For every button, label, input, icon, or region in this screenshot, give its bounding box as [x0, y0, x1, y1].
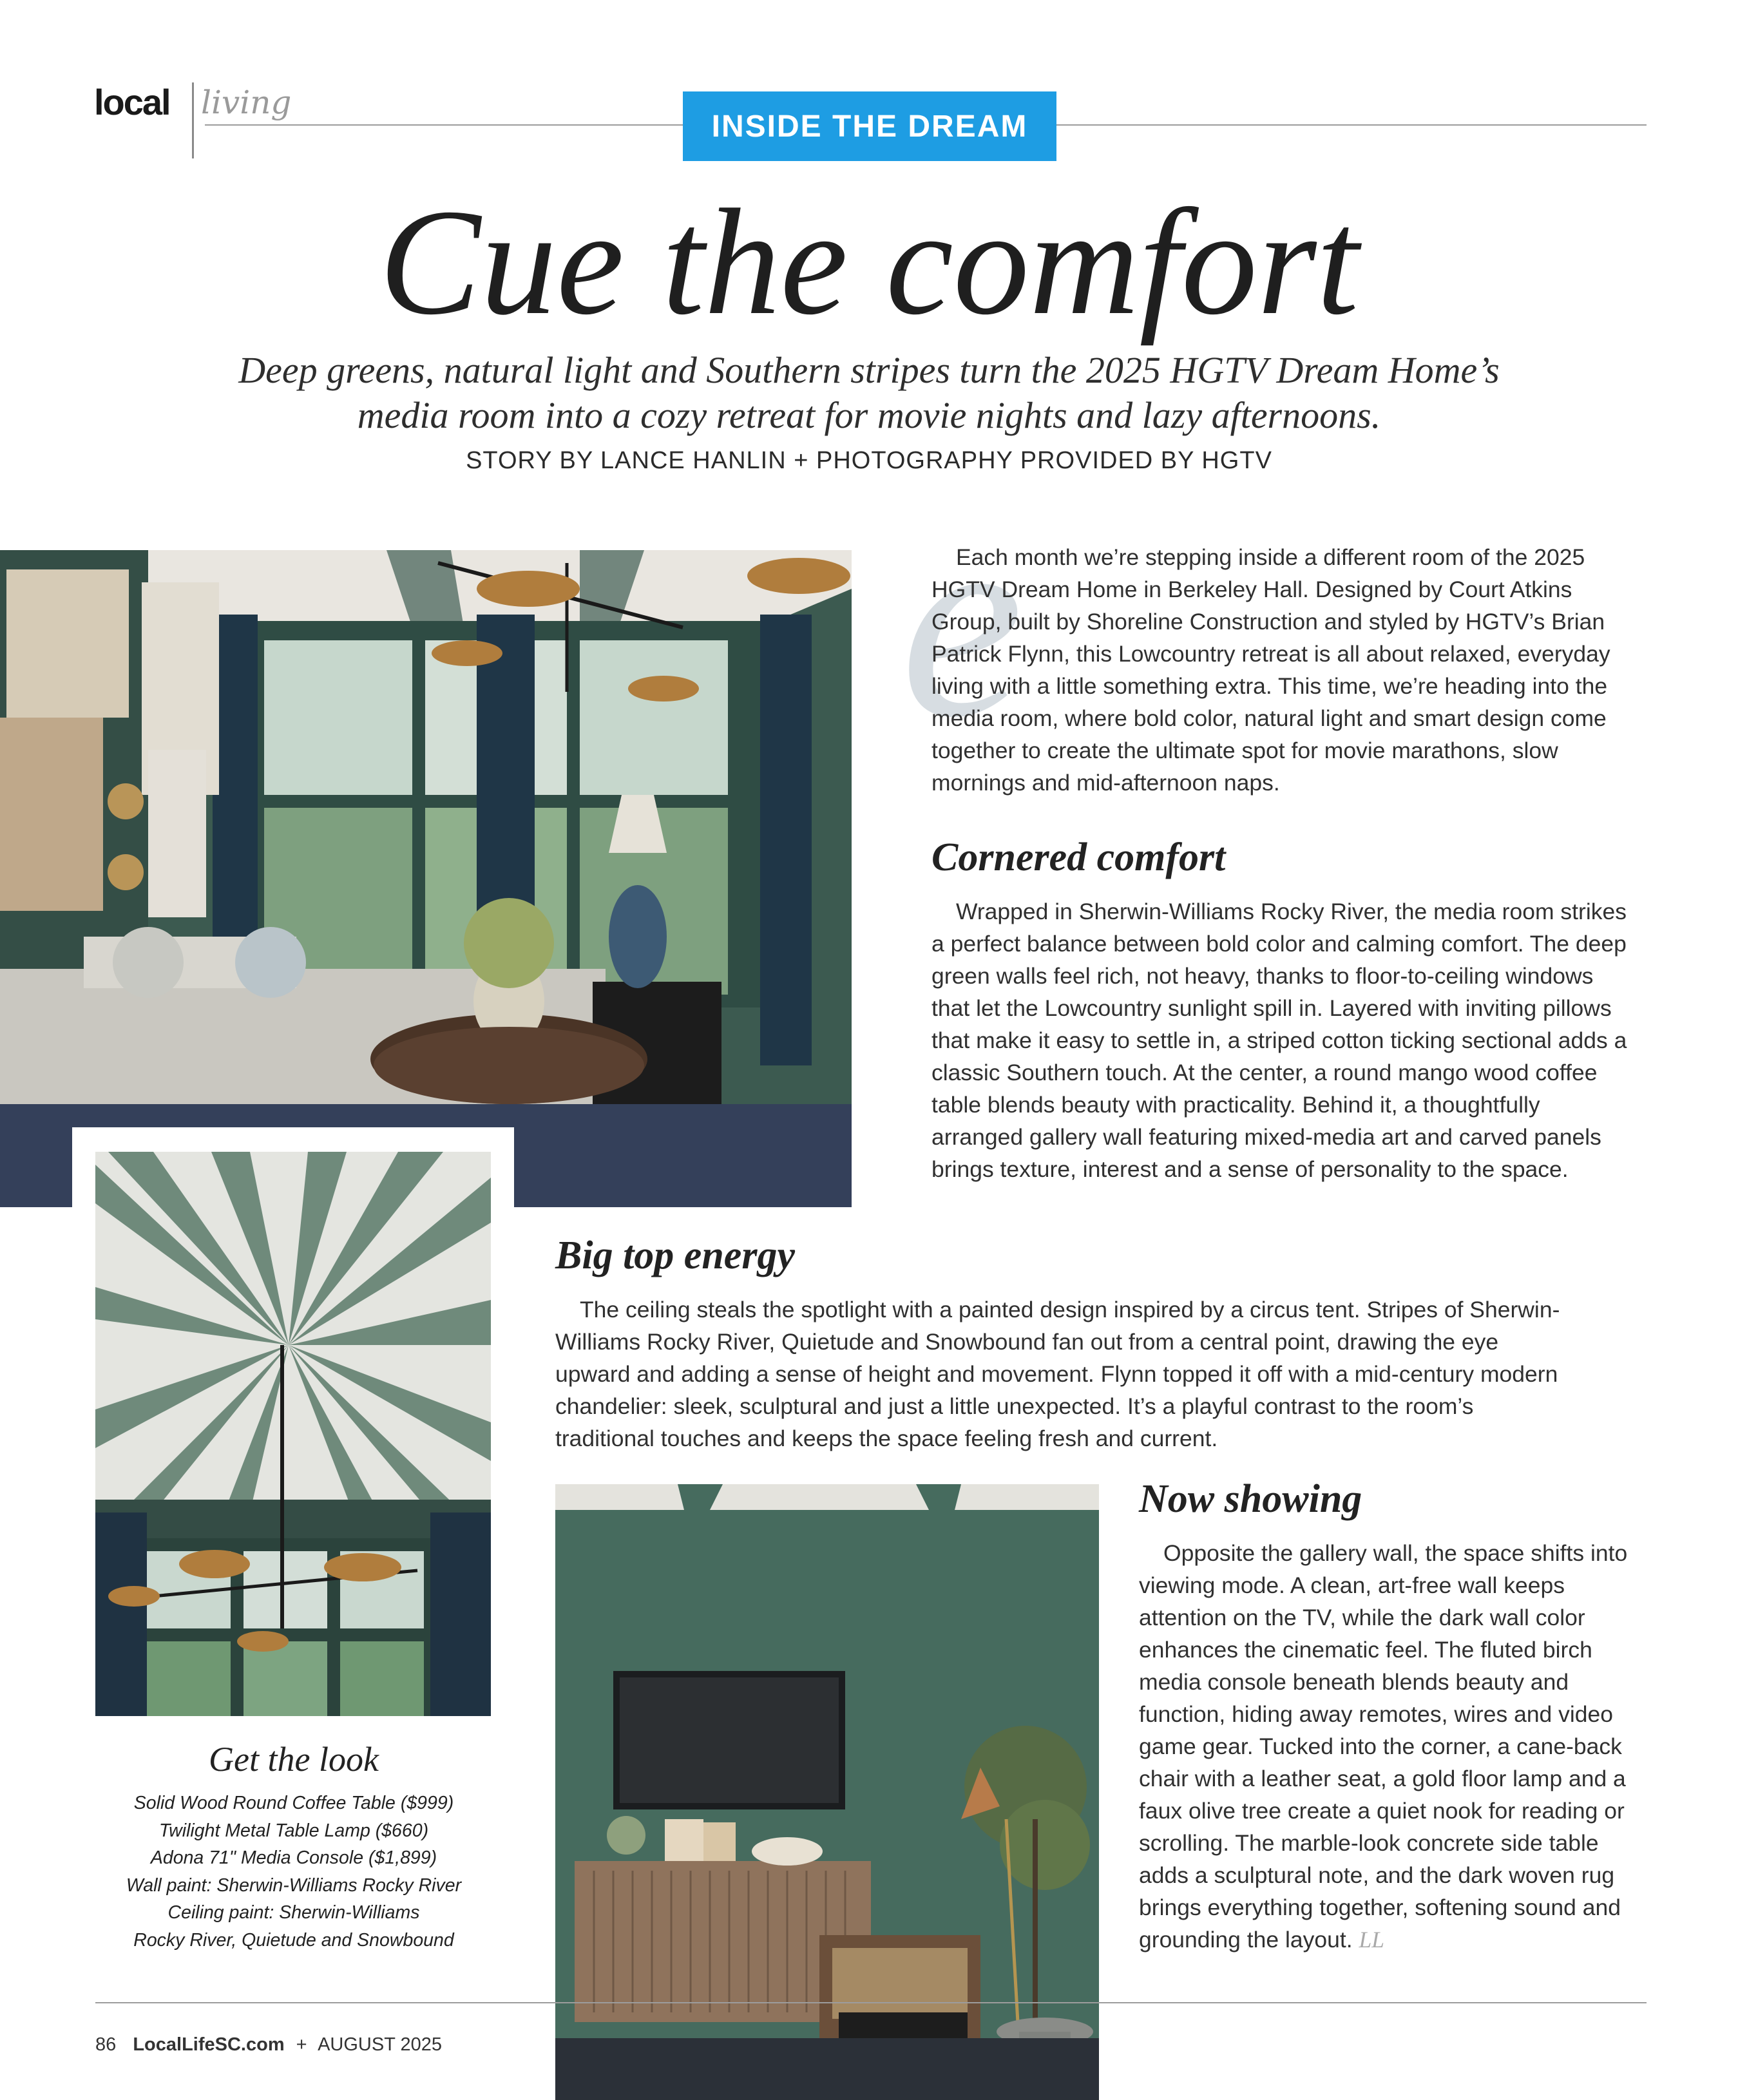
intro-column — [931, 541, 1634, 799]
byline: STORY BY LANCE HANLIN + PHOTOGRAPHY PROVIDED BY HGTV — [466, 447, 1272, 474]
list-item: Wall paint: Sherwin-Williams Rocky River — [126, 1875, 462, 1896]
author-signoff: LL — [1359, 1927, 1384, 1952]
brand-divider — [192, 82, 194, 158]
footer-issue-date: AUGUST 2025 — [318, 2034, 442, 2055]
list-item: Adona 71" Media Console ($1,899) — [150, 1847, 437, 1868]
brand-logo-local: local — [94, 82, 170, 122]
page-number: 86 — [95, 2034, 117, 2055]
subhead-cornered-comfort: Cornered comfort — [931, 835, 1226, 879]
section-big-top-energy — [555, 1236, 1560, 1455]
brand-logo-living: living — [201, 84, 292, 121]
body-big-top-energy: The ceiling steals the spotlight with a painted design inspired by a circus tent. Stripes of Sherwin-Williams Rocky River, Quietude and Snowbound fan out from a central point, drawing the eye upward and adding a sense of height and movement. Flynn topped it off with a mid-century modern chandelier: sleek, sculptural and just a little unexpected. It’s a playful contrast to the room’s traditional touches and keeps the space feeling fresh and current. — [555, 1297, 1560, 1451]
page-footer — [95, 2034, 442, 2056]
body-now-showing — [1139, 1537, 1645, 1956]
list-item: Ceiling paint: Sherwin-Williams — [167, 1902, 420, 1923]
photo-tv-wall — [555, 1484, 1099, 2100]
subhead-now-showing: Now showing — [1139, 1477, 1362, 1521]
section-cornered-comfort — [931, 837, 1634, 1185]
tv-wall-illustration — [555, 1484, 1099, 2100]
list-item: Twilight Metal Table Lamp ($660) — [158, 1820, 429, 1841]
get-the-look-heading: Get the look — [209, 1740, 379, 1779]
body-cornered-comfort: Wrapped in Sherwin-Williams Rocky River, the media room strikes a perfect balance between bold color and calming comfort. The deep green walls feel rich, not heavy, thanks to floor-to-ceiling windows that let the Lowcountry sunlight spill in. Layered with inviting pillows that make it easy to settle in, a striped cotton ticking sectional adds a classic Southern touch. At the center, a round mango wood coffee table blends beauty with practicality. Behind it, a thoughtfully arranged gallery wall featuring mixed-media art and carved panels brings texture, interest and a sense of personality to the space. — [931, 899, 1627, 1182]
footer-site-link[interactable]: LocalLifeSC.com — [133, 2034, 285, 2055]
article-dek — [161, 348, 1577, 438]
list-item: Solid Wood Round Coffee Table ($999) — [133, 1793, 454, 1813]
drop-cap: e — [901, 468, 1024, 775]
intro-paragraph: Each month we’re stepping inside a different room of the 2025 HGTV Dream Home in Berkeley Hall. Designed by Court Atkins Group, built by Shoreline Construction and styled by HGTV’s Brian Patrick Flynn, this Lowcountry retreat is all about relaxed, everyday living with a little something extra. This time, we’re heading into the media room, where bold color, natural light and smart design come together to create the ultimate spot for movie marathons, slow mornings and mid-afternoon naps. — [931, 544, 1610, 796]
article-title: Cue the comfort — [379, 178, 1359, 347]
photo-ceiling — [95, 1152, 491, 1716]
get-the-look-list — [95, 1790, 492, 1954]
dek-line-2: media room into a cozy retreat for movie nights and lazy afternoons. — [357, 394, 1381, 436]
dek-line-1: Deep greens, natural light and Southern stripes turn the 2025 HGTV Dream Home’s — [238, 349, 1500, 391]
section-now-showing — [1139, 1479, 1645, 1956]
subhead-big-top-energy: Big top energy — [555, 1234, 795, 1277]
list-item: Rocky River, Quietude and Snowbound — [133, 1929, 454, 1951]
living-room-illustration — [0, 550, 852, 1207]
ceiling-illustration — [95, 1152, 491, 1716]
section-tag: INSIDE THE DREAM — [683, 91, 1056, 161]
photo-living-room — [0, 550, 852, 1207]
footer-separator: + — [296, 2034, 307, 2055]
body-now-showing-text: Opposite the gallery wall, the space shifts into viewing mode. A clean, art-free wall keeps attention on the TV, while the dark wall color enhances the cinematic feel. The fluted birch media console beneath blends beauty and function, hiding away remotes, wires and video game gear. Tucked into the corner, a cane-back chair with a leather seat, a gold floor lamp and a faux olive tree create a quiet nook for reading or scrolling. The marble-look concrete side table adds a sculptural note, and the dark woven rug brings everything together, softening sound and grounding the layout. — [1139, 1540, 1628, 1952]
footer-rule — [95, 2002, 1647, 2003]
